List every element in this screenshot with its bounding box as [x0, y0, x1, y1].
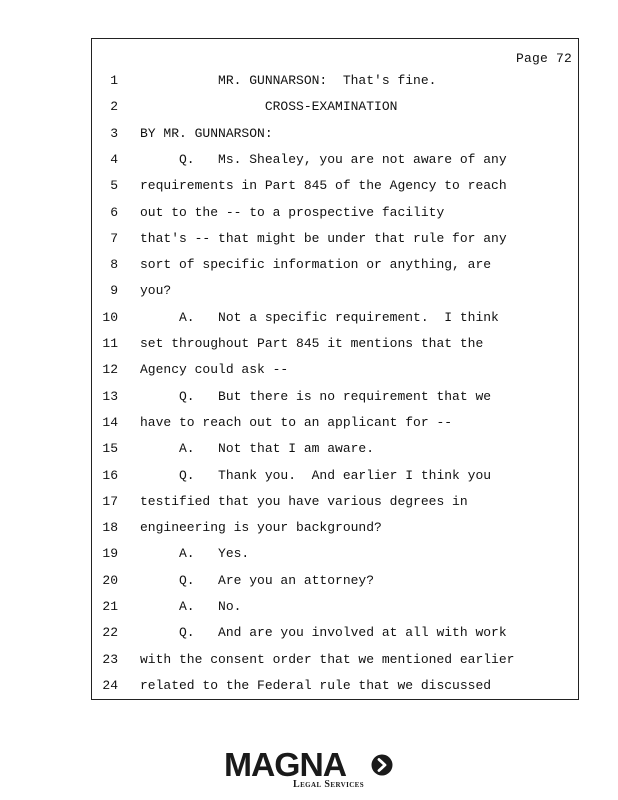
line-number: 11	[102, 336, 118, 351]
line-number: 3	[110, 125, 118, 141]
transcript-line	[92, 360, 578, 380]
line-text: Q. Are you an attorney?	[140, 572, 375, 588]
page-number: Page 72	[515, 51, 572, 66]
line-number: 16	[102, 467, 118, 483]
line-number: 21	[102, 599, 118, 614]
logo-subtitle: Legal Services	[293, 779, 365, 790]
transcript-line	[92, 150, 578, 170]
line-number: 1	[110, 73, 118, 88]
line-number: 4	[110, 151, 118, 167]
line-number: 24	[102, 677, 118, 693]
line-text: out to the -- to a prospective facility	[140, 204, 445, 220]
transcript-line	[92, 229, 578, 249]
line-text: A. No.	[140, 599, 242, 614]
line-text: sort of specific information or anything, are	[140, 257, 492, 273]
line-text: engineering is your background?	[140, 520, 382, 536]
magna-logo	[224, 748, 394, 792]
transcript-line	[92, 176, 578, 196]
transcript-line	[92, 281, 578, 301]
line-number: 20	[102, 572, 118, 588]
line-text: requirements in Part 845 of the Agency to reach	[140, 178, 507, 194]
line-number: 8	[110, 257, 118, 273]
line-number: 15	[102, 441, 118, 457]
line-text: MR. GUNNARSON: That's fine.	[140, 73, 437, 88]
line-text: have to reach out to an applicant for --	[140, 414, 453, 430]
transcript-line	[92, 255, 578, 275]
line-number: 2	[110, 99, 118, 115]
transcript-line	[92, 518, 578, 538]
transcript-line	[92, 439, 578, 459]
logo-wordmark: MAGNA	[224, 746, 347, 783]
transcript-line	[92, 597, 578, 617]
line-text: A. Yes.	[140, 546, 250, 562]
line-number: 23	[102, 651, 118, 667]
line-text: that's -- that might be under that rule for any	[140, 230, 507, 246]
line-text: A. Not that I am aware.	[140, 441, 375, 457]
transcript-line	[92, 334, 578, 354]
transcript-line	[92, 124, 578, 144]
transcript-line	[92, 571, 578, 591]
line-text: Q. And are you involved at all with work	[140, 625, 507, 641]
line-number: 10	[102, 309, 118, 325]
line-number: 9	[110, 283, 118, 299]
line-number: 13	[102, 388, 118, 404]
line-number: 14	[102, 414, 118, 430]
transcript-line	[92, 650, 578, 670]
transcript-line	[92, 492, 578, 512]
line-text: Q. But there is no requirement that we	[140, 388, 492, 404]
transcript-line	[92, 308, 578, 328]
line-number: 6	[110, 204, 118, 220]
line-number: 18	[102, 520, 118, 536]
transcript-line	[92, 623, 578, 643]
transcript-line	[92, 466, 578, 486]
transcript-line	[92, 97, 578, 117]
line-text: you?	[140, 283, 172, 299]
line-text: Q. Ms. Shealey, you are not aware of any	[140, 151, 507, 167]
line-text: BY MR. GUNNARSON:	[140, 125, 273, 141]
transcript-line	[92, 676, 578, 696]
transcript-line	[92, 413, 578, 433]
line-text: set throughout Part 845 it mentions that the	[140, 336, 484, 351]
line-text: related to the Federal rule that we discussed	[140, 677, 492, 693]
transcript-line	[92, 71, 578, 91]
line-number: 22	[102, 625, 118, 641]
line-number: 5	[110, 178, 118, 194]
line-text: A. Not a specific requirement. I think	[140, 309, 499, 325]
line-text: testified that you have various degrees in	[140, 493, 468, 509]
line-number: 19	[102, 546, 118, 562]
transcript-page	[91, 38, 579, 700]
line-text: Agency could ask --	[140, 362, 289, 378]
line-text: with the consent order that we mentioned earlier	[140, 651, 515, 667]
line-text: CROSS-EXAMINATION	[140, 99, 398, 115]
transcript-line	[92, 203, 578, 223]
transcript-line	[92, 387, 578, 407]
line-number: 7	[110, 230, 118, 246]
transcript-line	[92, 544, 578, 564]
line-text: Q. Thank you. And earlier I think you	[140, 467, 492, 483]
chevron-right-circle-icon	[371, 754, 393, 776]
line-number: 12	[102, 362, 118, 378]
line-number: 17	[102, 493, 118, 509]
